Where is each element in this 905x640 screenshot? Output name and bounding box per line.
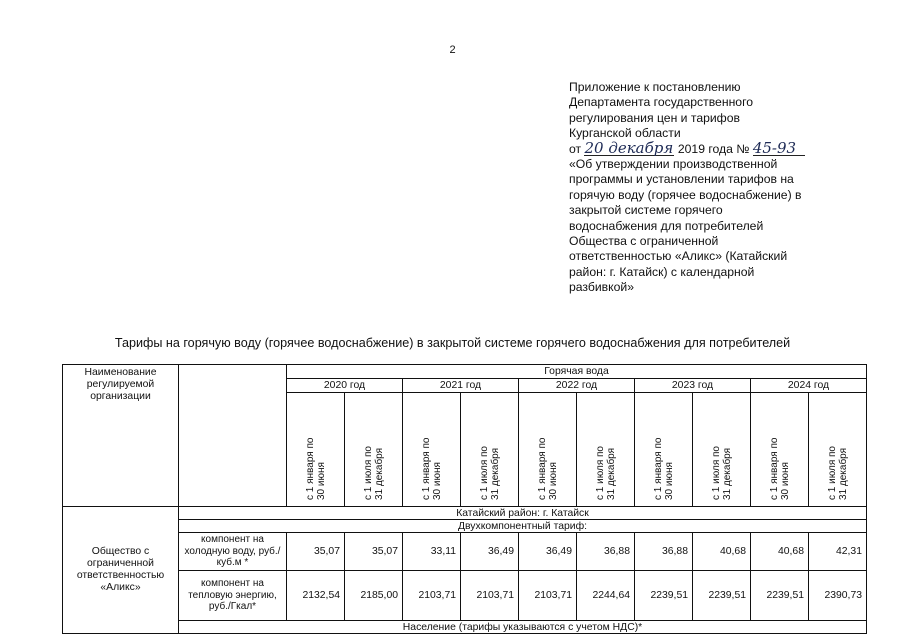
appendix-line: Приложение к постановлению <box>569 80 741 94</box>
table-cell: 42,31 <box>809 533 867 571</box>
table-cell: 2185,00 <box>345 571 403 621</box>
table-cell: 2390,73 <box>809 571 867 621</box>
table-cell: 2239,51 <box>635 571 693 621</box>
period-header <box>751 393 809 507</box>
appendix-line: горячую воду (горячее водоснабжение) в <box>569 187 802 202</box>
appendix-line: закрытой системе горячего <box>569 203 723 218</box>
year-header: 2020 год <box>287 379 403 393</box>
period-header <box>809 393 867 507</box>
appendix-line: регулирования цен и тарифов <box>569 110 740 125</box>
appendix-line: Курганской области <box>569 126 681 141</box>
period-header <box>519 393 577 507</box>
header-empty <box>179 365 287 507</box>
header-organization: Наименование регулируемой организации <box>63 365 179 507</box>
table-cell: 33,11 <box>403 533 461 571</box>
year-text: 2019 года № <box>677 141 750 156</box>
table-cell: 2103,71 <box>519 571 577 621</box>
period-label: с 1 июля по 31 декабря <box>362 445 385 500</box>
table-cell: 35,07 <box>345 533 403 571</box>
handwritten-date: 20 декабря <box>584 138 674 157</box>
appendix-date-line <box>569 138 829 157</box>
date-prefix: от <box>569 141 582 156</box>
appendix-line: разбивкой» <box>569 280 634 295</box>
appendix-line: Департамента государственного <box>569 95 754 110</box>
period-label: с 1 января по 30 июня <box>652 437 675 500</box>
table-cell: 36,88 <box>635 533 693 571</box>
tariff-table <box>62 364 867 634</box>
appendix-line: Общества с ограниченной <box>569 234 719 249</box>
period-label: с 1 июля по 31 декабря <box>710 445 733 500</box>
period-label: с 1 января по 30 июня <box>536 437 559 500</box>
period-header <box>693 393 751 507</box>
period-header <box>635 393 693 507</box>
appendix-line: район: г. Катайск) с календарной <box>569 264 755 279</box>
population-note-row: Население (тарифы указываются с учетом НДС)* <box>179 621 867 634</box>
table-row <box>63 533 867 571</box>
page-number: 2 <box>449 44 456 56</box>
year-header: 2024 год <box>751 379 867 393</box>
period-label: с 1 июля по 31 декабря <box>826 445 849 500</box>
table-row <box>63 571 867 621</box>
appendix-line: «Об утверждении производственной <box>569 157 778 172</box>
period-label: с 1 июля по 31 декабря <box>478 445 501 500</box>
table-cell: 2239,51 <box>693 571 751 621</box>
period-header <box>577 393 635 507</box>
table-cell: 40,68 <box>693 533 751 571</box>
period-header <box>287 393 345 507</box>
header-hot-water: Горячая вода <box>287 365 867 379</box>
row-label: компонент на тепловую энергию, руб./Гкал* <box>179 571 287 621</box>
year-header: 2021 год <box>403 379 519 393</box>
appendix-line: программы и установлении тарифов на <box>569 172 794 187</box>
appendix-line: ответственностью «Аликс» (Катайский <box>569 249 788 264</box>
appendix-header <box>569 80 829 296</box>
district-row: Катайский район: г. Катайск <box>179 507 867 520</box>
table-cell: 2132,54 <box>287 571 345 621</box>
table-cell: 2239,51 <box>751 571 809 621</box>
table-cell: 36,49 <box>519 533 577 571</box>
table-cell: 2103,71 <box>461 571 519 621</box>
period-label: с 1 января по 30 июня <box>304 437 327 500</box>
table-cell: 36,88 <box>577 533 635 571</box>
row-label: компонент на холодную воду, руб./куб.м * <box>179 533 287 571</box>
year-header: 2022 год <box>519 379 635 393</box>
table-cell: 2244,64 <box>577 571 635 621</box>
period-label: с 1 января по 30 июня <box>420 437 443 500</box>
period-label: с 1 января по 30 июня <box>768 437 791 500</box>
table-cell: 40,68 <box>751 533 809 571</box>
year-header: 2023 год <box>635 379 751 393</box>
period-label: с 1 июля по 31 декабря <box>594 445 617 500</box>
period-header <box>345 393 403 507</box>
tariff-type-row: Двухкомпонентный тариф: <box>179 520 867 533</box>
table-cell: 36,49 <box>461 533 519 571</box>
table-cell: 35,07 <box>287 533 345 571</box>
period-header <box>461 393 519 507</box>
organization-name: Общество с ограниченной ответственностью «Аликс» <box>63 507 179 634</box>
period-header <box>403 393 461 507</box>
appendix-line: водоснабжения для потребителей <box>569 218 764 233</box>
table-cell: 2103,71 <box>403 571 461 621</box>
handwritten-number: 45-93 <box>753 142 805 156</box>
document-title: Тарифы на горячую воду (горячее водоснабжение) в закрытой системе горячего водоснабжения для потребителей <box>114 336 791 350</box>
